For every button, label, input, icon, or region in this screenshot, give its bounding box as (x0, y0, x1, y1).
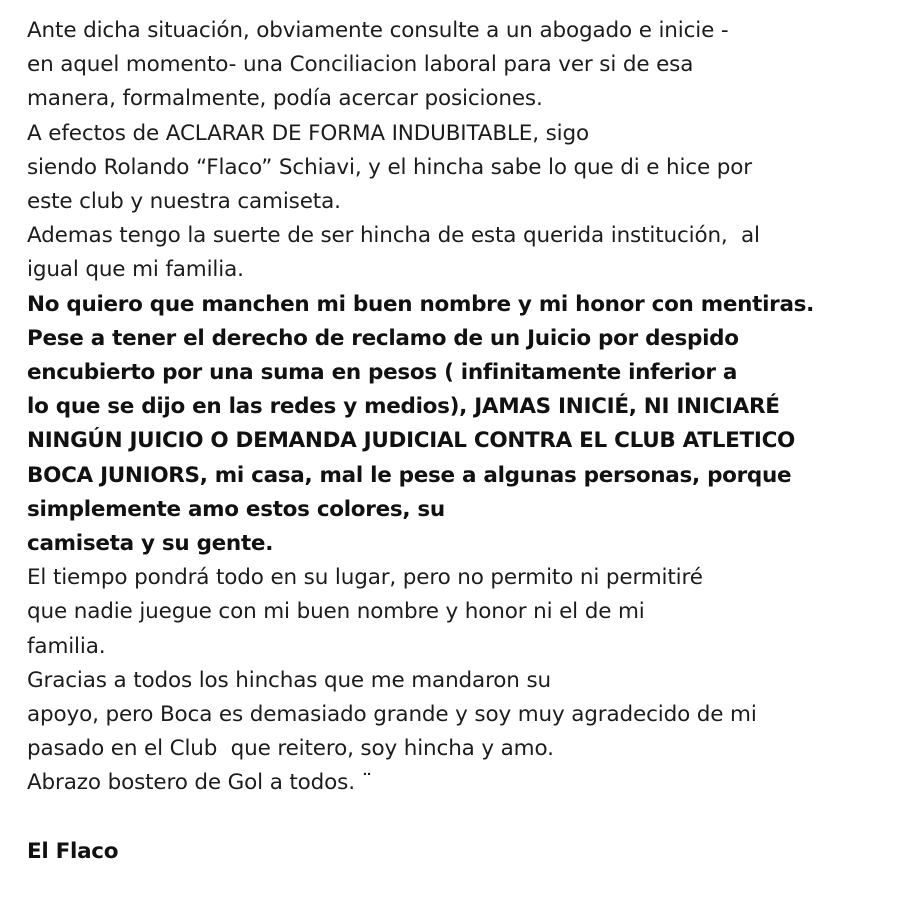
text-line: El tiempo pondrá todo en su lugar, pero no permito ni permitiré (27, 565, 703, 591)
letter-document (27, 14, 887, 869)
text-line: Pese a tener el derecho de reclamo de un Juicio por despido (27, 325, 739, 351)
text-line: Gracias a todos los hinchas que me mandaron su (27, 667, 551, 693)
text-line: familia. (27, 633, 106, 659)
text-line: Abrazo bostero de Gol a todos. ¨ (27, 770, 373, 796)
blank-line (27, 801, 887, 835)
paragraph-thanks (27, 664, 887, 801)
paragraph-family (27, 219, 887, 287)
text-line: A efectos de ACLARAR DE FORMA INDUBITABLE, sigo (27, 120, 589, 146)
text-line: Ante dicha situación, obviamente consulte a un abogado e inicie - (27, 18, 729, 43)
bold-statement (27, 288, 887, 562)
text-line: BOCA JUNIORS, mi casa, mal le pese a algunas personas, porque (27, 462, 792, 488)
text-line: No quiero que manchen mi buen nombre y mi honor con mentiras. (27, 291, 815, 317)
paragraph-conciliation (27, 14, 887, 117)
text-line: Ademas tengo la suerte de ser hincha de esta querida institución, al (27, 223, 760, 249)
text-line: igual que mi familia. (27, 257, 244, 283)
text-line: simplemente amo estos colores, su (27, 496, 445, 522)
signature: El Flaco (27, 838, 119, 864)
text-line: camiseta y su gente. (27, 531, 274, 557)
paragraph-clarification (27, 117, 887, 220)
text-line: que nadie juegue con mi buen nombre y honor ni el de mi (27, 599, 645, 625)
text-line: encubierto por una suma en pesos ( infinitamente inferior a (27, 360, 738, 386)
paragraph-time (27, 561, 887, 664)
text-line: en aquel momento- una Conciliacion laboral para ver si de esa (27, 52, 694, 78)
text-line: siendo Rolando “Flaco” Schiavi, y el hincha sabe lo que di e hice por (27, 154, 752, 180)
text-line: lo que se dijo en las redes y medios), JAMAS INICIÉ, NI INICIARÉ (27, 394, 780, 420)
text-line: pasado en el Club que reitero, soy hincha y amo. (27, 736, 554, 762)
text-line: apoyo, pero Boca es demasiado grande y soy muy agradecido de mi (27, 702, 757, 728)
text-line: este club y nuestra camiseta. (27, 189, 341, 215)
text-line: manera, formalmente, podía acercar posiciones. (27, 86, 543, 112)
text-line: NINGÚN JUICIO O DEMANDA JUDICIAL CONTRA EL CLUB ATLETICO (27, 428, 796, 454)
